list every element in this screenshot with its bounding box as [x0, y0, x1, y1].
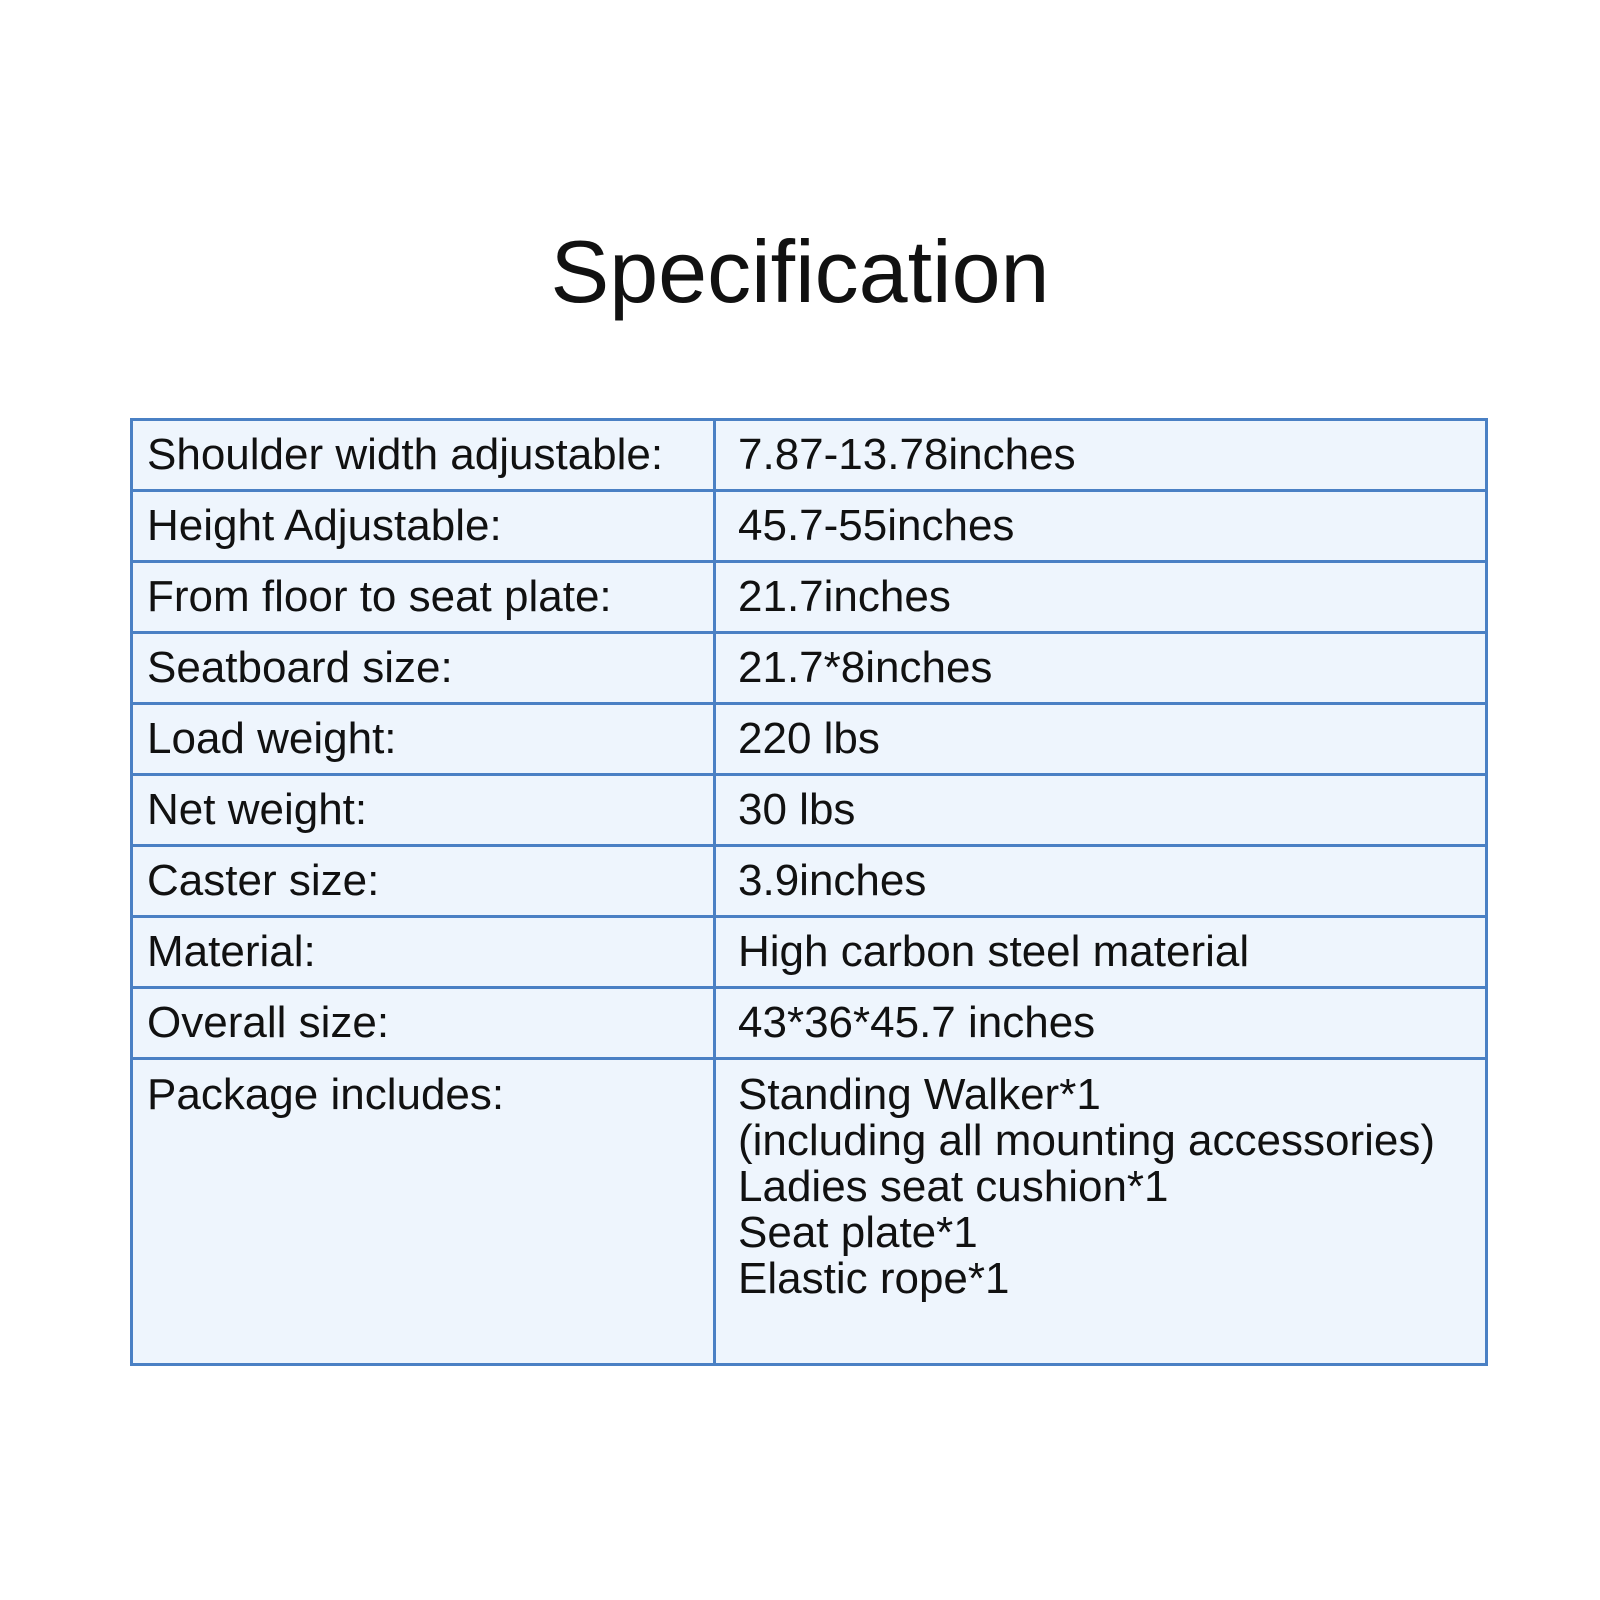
table-row: [132, 562, 1487, 633]
table-row: [132, 988, 1487, 1059]
table-row: [132, 775, 1487, 846]
table-row: [132, 704, 1487, 775]
spec-label: From floor to seat plate:: [132, 562, 715, 633]
spec-value: High carbon steel material: [715, 917, 1487, 988]
spec-label: Load weight:: [132, 704, 715, 775]
table-row: [132, 420, 1487, 491]
spec-label: Height Adjustable:: [132, 491, 715, 562]
package-item: Elastic rope*1: [738, 1254, 1010, 1303]
spec-value: 43*36*45.7 inches: [715, 988, 1487, 1059]
package-item: Seat plate*1: [738, 1208, 978, 1257]
spec-value: 7.87-13.78inches: [715, 420, 1487, 491]
table-row: [132, 633, 1487, 704]
table-row: [132, 846, 1487, 917]
package-row: [132, 1059, 1487, 1365]
spec-label: Shoulder width adjustable:: [132, 420, 715, 491]
spec-label: Overall size:: [132, 988, 715, 1059]
table-row: [132, 491, 1487, 562]
spec-value: 21.7inches: [715, 562, 1487, 633]
spec-value: 220 lbs: [715, 704, 1487, 775]
specification-table: [130, 418, 1488, 1366]
spec-value: 30 lbs: [715, 775, 1487, 846]
package-item: Standing Walker*1: [738, 1070, 1101, 1119]
table-row: [132, 917, 1487, 988]
package-label: Package includes:: [132, 1059, 715, 1365]
spec-label: Material:: [132, 917, 715, 988]
spec-value: 3.9inches: [715, 846, 1487, 917]
package-item: (including all mounting accessories): [738, 1116, 1435, 1165]
package-items: [715, 1059, 1487, 1365]
spec-value: 21.7*8inches: [715, 633, 1487, 704]
spec-label: Net weight:: [132, 775, 715, 846]
spec-value: 45.7-55inches: [715, 491, 1487, 562]
page-title: Specification: [550, 222, 1050, 321]
spec-label: Caster size:: [132, 846, 715, 917]
spec-label: Seatboard size:: [132, 633, 715, 704]
package-item: Ladies seat cushion*1: [738, 1162, 1169, 1211]
